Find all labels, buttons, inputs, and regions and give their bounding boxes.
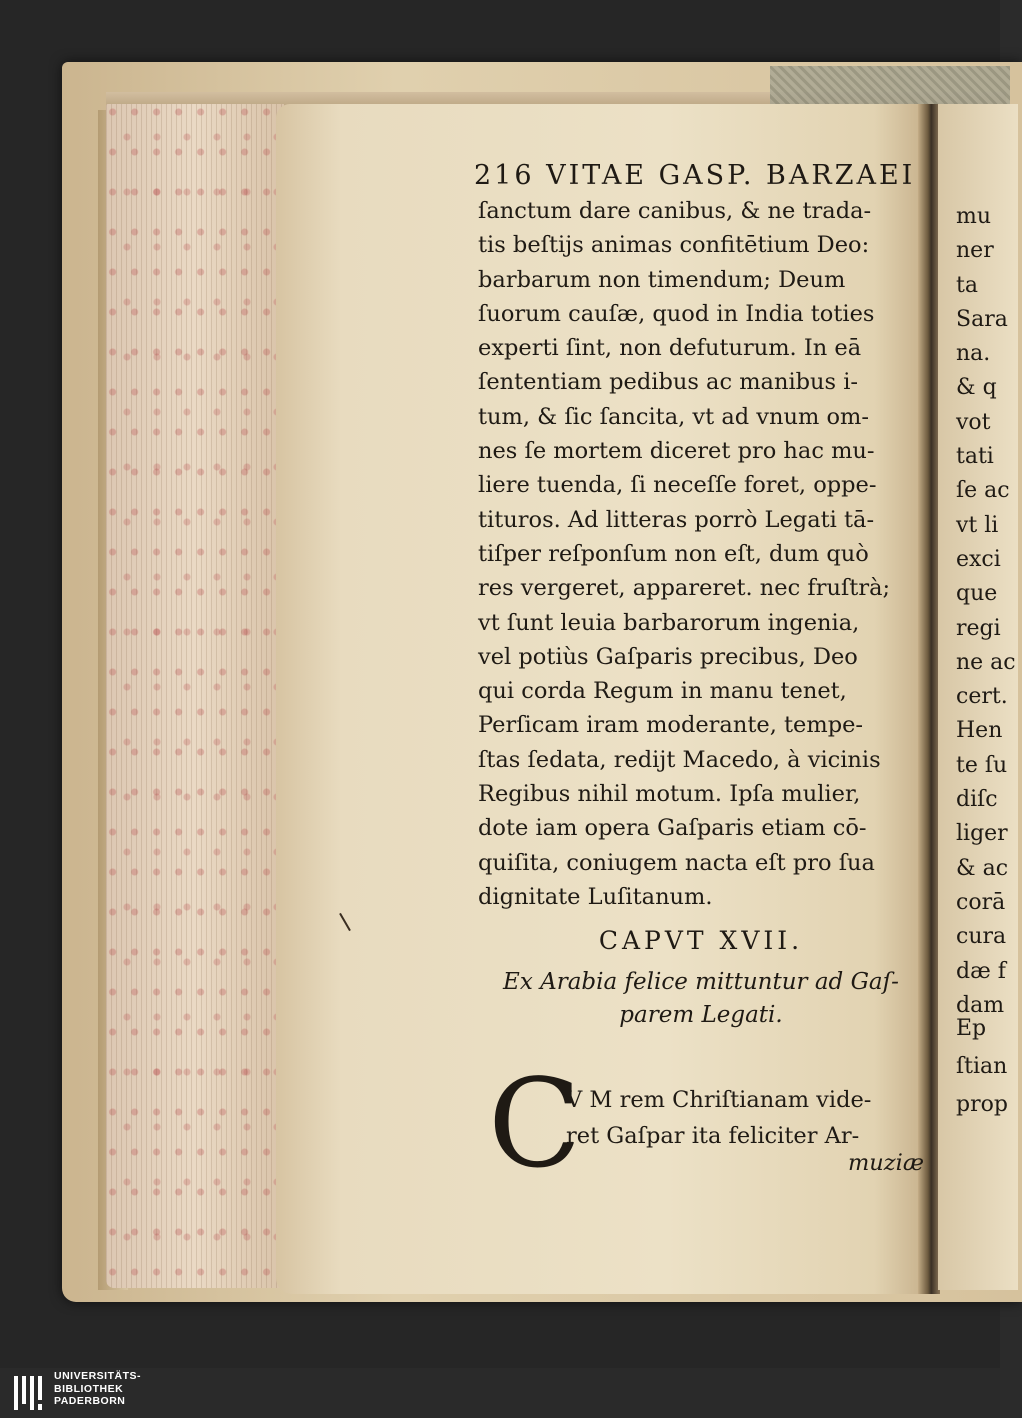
right-text-line: ner (956, 238, 994, 264)
text-line: ret Gaſpar ita feliciter Ar- (566, 1123, 860, 1149)
text-line: tiſper reſponſum non eſt, dum quò (478, 540, 869, 567)
right-text-line: ſtian (956, 1054, 1008, 1079)
text-line: ſtas ſedata, redijt Macedo, à vicinis (478, 746, 881, 773)
right-text-line: cura (956, 924, 1007, 950)
right-text-line: Hen (956, 718, 1003, 744)
text-line: V M rem Chriſtianam vide- (566, 1087, 872, 1113)
text-line: liere tuenda, ſi neceſſe foret, oppe- (478, 472, 877, 499)
running-header: 216 VITAE GASP. BARZAEI (474, 160, 916, 191)
text-line: qui corda Regum in manu tenet, (478, 678, 847, 705)
text-line: tum, & ſic ſancita, vt ad vnum om- (478, 403, 869, 430)
chapter-subtitle (476, 966, 926, 1032)
right-text-line: liger (956, 821, 1008, 847)
subtitle-line: parem Legati. (619, 1002, 783, 1028)
right-text-line: mu (956, 204, 992, 229)
text-line: quiſita, coniugem nacta eſt pro ſua (478, 849, 875, 876)
text-line: ſententiam pedibus ac manibus i- (478, 369, 859, 396)
catchword: muziæ (847, 1150, 924, 1176)
right-text-line: & ac (956, 855, 1009, 881)
text-line: barbarum non timendum; Deum (478, 266, 846, 293)
text-line: tituros. Ad litteras porrò Legati tā- (478, 506, 875, 533)
text-line: Perſicam iram moderante, tempe- (478, 712, 864, 739)
text-block (478, 194, 926, 914)
right-text-line: tati (956, 444, 994, 470)
chapter-heading: CAPVT XVII. (598, 926, 804, 955)
right-text-line: & q (956, 375, 997, 401)
right-text-line: ſe ac (956, 478, 1010, 504)
bookmark-cloth (770, 66, 1010, 108)
text-line: ſuorum cauſæ, quod in India toties (478, 300, 875, 327)
library-name-line: PADERBORN (54, 1395, 126, 1407)
right-text-line: ta (956, 272, 978, 298)
right-text-line: regi (956, 615, 1001, 641)
library-name-line: BIBLIOTHEK (54, 1382, 124, 1395)
right-text-line: vot (956, 409, 991, 435)
text-line: experti ſint, non defuturum. In eā (478, 335, 862, 362)
right-text-line: que (956, 581, 998, 607)
library-name-line: UNIVERSITÄTS- (54, 1370, 142, 1382)
text-line: tis beſtijs animas confitētium Deo: (478, 232, 870, 259)
right-text-line: te ſu (956, 752, 1008, 778)
library-logo-icon (12, 1374, 48, 1412)
page-edges (106, 104, 284, 1288)
right-text-line: ne ac (956, 649, 1016, 675)
right-text-line: dam (956, 992, 1005, 1018)
library-footer (0, 1368, 1000, 1418)
right-text-line: cert. (956, 684, 1008, 710)
text-line: nes ſe mortem diceret pro hac mu- (478, 438, 875, 465)
right-text-line: vt li (956, 512, 999, 538)
drop-cap: C (488, 1053, 582, 1195)
text-line: vel potiùs Gaſparis precibus, Deo (478, 643, 858, 670)
text-line: ſanctum dare canibus, & ne trada- (478, 198, 872, 224)
right-page-text (956, 200, 1016, 1023)
library-name (54, 1370, 141, 1408)
right-text-line: Sara (956, 306, 1008, 332)
subtitle-line: Ex Arabia felice mittuntur ad Gaſ- (503, 969, 899, 995)
text-line: Regibus nihil motum. Ipſa mulier, (478, 781, 861, 808)
right-text-line: na. (956, 341, 991, 367)
text-line: res vergeret, appareret. nec fruſtrà; (478, 575, 891, 602)
right-text-line: prop (956, 1092, 1008, 1117)
right-text-line: diſc (956, 787, 998, 813)
right-text-line: Ep (956, 1016, 987, 1041)
chapter-body (566, 1082, 926, 1154)
right-text-line: dæ f (956, 958, 1006, 984)
right-text-line: corā (956, 889, 1006, 915)
text-line: dignitate Luſitanum. (478, 883, 713, 910)
right-page-tail (956, 1010, 1008, 1124)
text-line: vt ſunt leuia barbarorum ingenia, (478, 609, 860, 636)
text-line: dote iam opera Gaſparis etiam cō- (478, 815, 867, 842)
right-text-line: exci (956, 546, 1001, 572)
